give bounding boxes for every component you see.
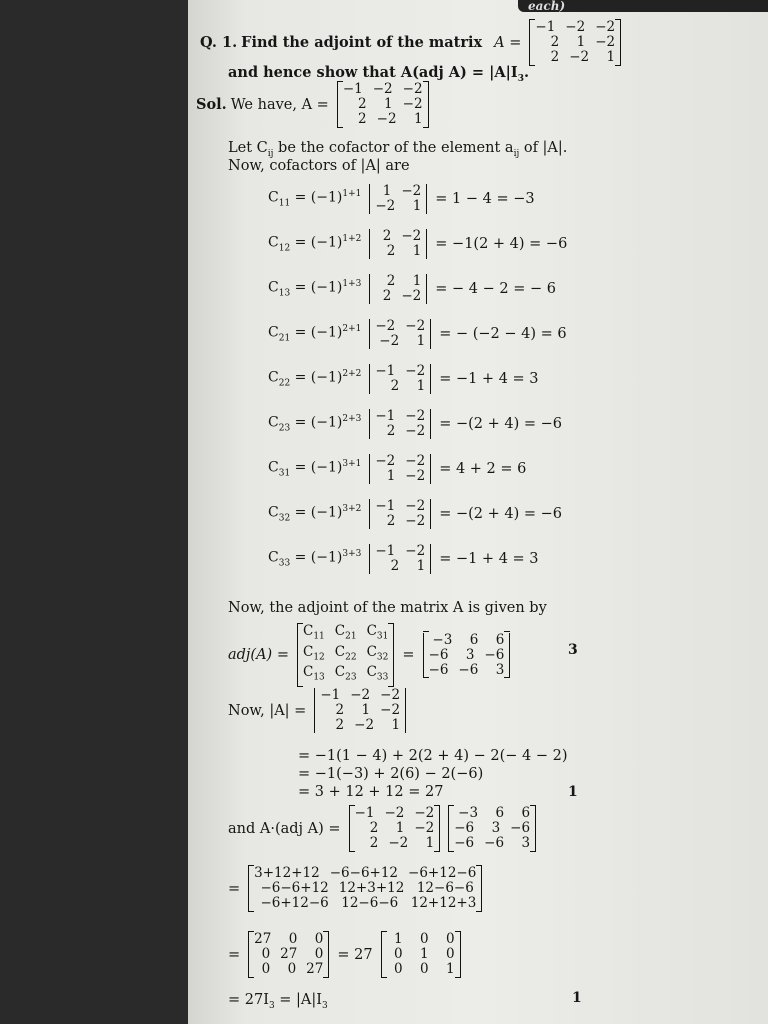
adjoint-equation — [228, 624, 514, 686]
matrix-cell: 1 — [412, 198, 422, 214]
cofactor-minor — [369, 544, 431, 574]
cofactor-lhs: $C_{32} = (-1)^{3+2}$ — [268, 504, 362, 524]
cofactor-lhs: $C_{11} = (-1)^{1+1}$ — [268, 189, 362, 209]
matrix-cell: 2 — [335, 702, 345, 718]
matrix-row — [254, 896, 476, 911]
matrix-row — [429, 648, 505, 663]
cofactor-line — [268, 229, 567, 259]
matrix-cell: 0 — [288, 931, 298, 947]
matrix-row — [254, 947, 323, 962]
solution-line — [196, 82, 433, 127]
product-lhs: and A·(adj A) = — [228, 820, 341, 837]
matrix-cell: −2 — [379, 333, 400, 349]
matrix-cell: $C_{21}$ — [334, 623, 357, 642]
matrix-cell: 0 — [445, 946, 455, 962]
cofactor-minor — [369, 319, 431, 349]
cofactor-minor — [369, 229, 427, 259]
matrix-row — [254, 866, 476, 881]
cofactor-lhs: $C_{31} = (-1)^{3+1}$ — [268, 459, 362, 479]
matrix-cell: 1 — [382, 183, 392, 199]
final-line — [228, 992, 328, 1011]
matrix-row — [454, 821, 530, 836]
question-end: . — [523, 64, 530, 81]
matrix-cell: −2 — [380, 687, 401, 703]
adjoint-lhs: adj(A) = — [228, 647, 289, 664]
question-line — [200, 20, 625, 65]
matrix-row — [375, 184, 421, 199]
matrix-cell: −1 — [375, 363, 396, 379]
matrix-cell: −1 — [354, 805, 375, 821]
solution-label: Sol. — [196, 96, 227, 113]
matrix-row — [343, 112, 423, 127]
matrix-row — [375, 454, 425, 469]
cofactor-result: = −(2 + 4) = −6 — [439, 416, 562, 432]
matrix-row — [254, 881, 476, 896]
matrix-cell: −2 — [405, 408, 426, 424]
product-matrix-a — [349, 806, 441, 851]
cofactor-lhs: $C_{21} = (-1)^{2+1}$ — [268, 324, 362, 344]
matrix-cell: −2 — [405, 498, 426, 514]
matrix-cell: 12−6−6 — [341, 895, 399, 911]
now-text: Now, cofactors of |A| are — [228, 158, 410, 174]
final-sub: 3 — [268, 1000, 275, 1011]
cofactor-minor — [369, 409, 431, 439]
matrix-cell: 1 — [416, 333, 426, 349]
cofactor-line — [268, 544, 539, 574]
marks-adjoint: 3 — [568, 642, 578, 658]
matrix-cell: −6 — [428, 661, 449, 678]
matrix-cell: $C_{22}$ — [334, 643, 357, 663]
determinant-lhs: Now, |A| = — [228, 702, 307, 719]
matrix-cell: $C_{33}$ — [366, 664, 389, 684]
matrix-cell: 2 — [550, 49, 560, 65]
det-step-2-text: = −1(−3) + 2(6) − 2(−6) — [298, 766, 484, 782]
matrix-row — [375, 379, 425, 394]
marks-determinant: 1 — [568, 784, 578, 800]
matrix-cell: −2 — [401, 288, 422, 304]
matrix-cell: 1 — [391, 717, 401, 733]
let-c: of |A|. — [519, 140, 568, 156]
matrix-cell: 3 — [495, 661, 505, 678]
matrix-cell: 0 — [445, 931, 455, 947]
let-b: be the cofactor of the element a — [273, 140, 514, 156]
cofactor-result: = −1 + 4 = 3 — [439, 551, 539, 567]
expanded-line — [228, 866, 486, 911]
cofactor-line — [268, 274, 556, 304]
cofactor-line — [268, 319, 567, 349]
matrix-cell: −6+12−6 — [260, 895, 329, 911]
product-line — [228, 806, 540, 851]
det-step-3-text: = 3 + 12 + 12 = 27 — [298, 784, 444, 800]
matrix-cell: $C_{32}$ — [366, 643, 389, 663]
matrix-cell: −2 — [350, 687, 371, 703]
matrix-cell: 2 — [386, 513, 396, 529]
matrix-row — [320, 688, 400, 703]
matrix-cell: −1 — [342, 81, 363, 97]
matrix-row — [535, 50, 615, 65]
matrix-cell: 2 — [386, 243, 396, 259]
result-factor: = 27 — [337, 946, 373, 963]
matrix-cell: 2 — [550, 34, 560, 50]
matrix-cell: 0 — [314, 946, 324, 962]
matrix-row — [343, 82, 423, 97]
matrix-row — [375, 364, 425, 379]
matrix-cell: −2 — [414, 805, 435, 821]
matrix-cell: 2 — [369, 820, 379, 836]
matrix-cell: 2 — [382, 288, 392, 304]
matrix-cell: 3+12+12 — [254, 865, 320, 881]
matrix-row — [375, 244, 421, 259]
matrix-cell: 1 — [445, 961, 455, 977]
matrix-cell: $C_{12}$ — [302, 643, 325, 663]
cofactor-lhs: $C_{33} = (-1)^{3+3}$ — [268, 549, 362, 569]
matrix-cell: −6 — [454, 835, 475, 851]
textbook-page — [188, 0, 768, 1024]
adjoint-intro — [228, 600, 547, 616]
let-a: Let C — [228, 140, 268, 156]
cofactor-result: = −1 + 4 = 3 — [439, 371, 539, 387]
matrix-cell: 0 — [393, 946, 403, 962]
matrix-cell: −3 — [458, 805, 479, 821]
matrix-cell: −2 — [405, 423, 426, 439]
matrix-cell: −2 — [595, 19, 616, 35]
let-line — [228, 140, 567, 159]
final-sub2: 3 — [322, 1000, 328, 1011]
matrix-cell: 6 — [469, 631, 479, 648]
matrix-cell: −2 — [401, 228, 422, 244]
matrix-cell: 1 — [419, 946, 429, 962]
matrix-row — [429, 663, 505, 678]
matrix-row — [387, 932, 455, 947]
matrix-cell: 2 — [335, 717, 345, 733]
matrix-cell: −2 — [375, 453, 396, 469]
cofactor-minor — [369, 364, 431, 394]
cofactor-minor — [369, 274, 427, 304]
question-text-2: and hence show that A(adj A) = |A|I — [228, 64, 518, 81]
matrix-name: A = — [494, 34, 522, 51]
matrix-cell: −6 — [484, 646, 505, 663]
matrix-cell: −1 — [535, 19, 556, 35]
matrix-cell: −2 — [405, 468, 426, 484]
matrix-cell: 2 — [382, 228, 392, 244]
matrix-cell: 1 — [395, 820, 405, 836]
cofactor-lhs: $C_{22} = (-1)^{2+2}$ — [268, 369, 362, 389]
matrix-cell: 3 — [521, 835, 531, 851]
matrix-cell: 2 — [369, 835, 379, 851]
matrix-row — [375, 544, 425, 559]
matrix-cell: $C_{31}$ — [366, 623, 389, 642]
cofactor-line — [268, 499, 562, 529]
determinant-matrix — [314, 688, 406, 733]
cofactor-minor — [369, 454, 431, 484]
determinant-line — [228, 688, 410, 733]
matrix-row — [355, 821, 435, 836]
matrix-cell: 1 — [416, 378, 426, 394]
matrix-cell: 6 — [521, 805, 531, 821]
matrix-cell: 2 — [358, 111, 367, 127]
cofactor-line — [268, 364, 539, 394]
matrix-row — [454, 806, 530, 821]
matrix-cell: −2 — [402, 81, 423, 97]
matrix-cell: 27 — [254, 931, 272, 947]
cofactor-lhs: $C_{13} = (-1)^{1+3}$ — [268, 279, 362, 299]
matrix-row — [375, 229, 421, 244]
adjoint-eq: = — [402, 647, 415, 664]
matrix-cell: −6 — [454, 820, 475, 836]
cofactor-line — [268, 184, 535, 214]
matrix-cell: 1 — [412, 243, 422, 259]
matrix-cell: −2 — [405, 513, 426, 529]
matrix-row — [254, 932, 323, 947]
matrix-cell: $C_{13}$ — [302, 664, 325, 684]
cofactor-line — [268, 409, 562, 439]
det-step-3 — [298, 784, 443, 800]
matrix-row — [375, 199, 421, 214]
adjoint-numeric-matrix — [423, 633, 511, 678]
matrix-cell: −2 — [405, 543, 426, 559]
det-step-1 — [298, 748, 567, 764]
det-step-1-text: = −1(1 − 4) + 2(2 + 4) − 2(− 4 − 2) — [298, 748, 568, 764]
cofactor-minor — [369, 184, 427, 214]
matrix-cell: 1 — [386, 468, 396, 484]
matrix-cell: 1 — [425, 835, 435, 851]
matrix-cell: $C_{23}$ — [334, 664, 357, 684]
matrix-row — [303, 665, 388, 686]
matrix-cell: 0 — [261, 946, 271, 962]
matrix-cell: 1 — [606, 49, 616, 65]
expanded-eq: = — [228, 880, 241, 897]
matrix-cell: 12+3+12 — [338, 880, 405, 896]
matrix-cell: 27 — [280, 946, 298, 962]
matrix-cell: −6−6+12 — [329, 865, 399, 881]
matrix-row — [429, 633, 505, 648]
we-have-text: We have, A = — [230, 96, 329, 113]
matrix-cell: 0 — [419, 931, 429, 947]
matrix-row — [320, 703, 400, 718]
matrix-row — [355, 836, 435, 851]
matrix-cell: 0 — [393, 961, 403, 977]
question-matrix — [529, 20, 621, 65]
cofactor-result: = − (−2 − 4) = 6 — [439, 326, 567, 342]
marks-final: 1 — [572, 990, 582, 1006]
matrix-row — [303, 645, 388, 666]
matrix-cell: −2 — [354, 717, 375, 733]
matrix-cell: 1 — [412, 273, 422, 289]
matrix-cell: −2 — [380, 702, 401, 718]
matrix-row — [454, 836, 530, 851]
matrix-cell: 27 — [306, 961, 324, 977]
matrix-cell: −3 — [432, 631, 453, 648]
matrix-cell: −6 — [458, 661, 479, 678]
identity-matrix — [381, 932, 461, 977]
matrix-cell: 2 — [358, 96, 367, 112]
cofactor-lhs: $C_{23} = (-1)^{2+3}$ — [268, 414, 362, 434]
matrix-cell: 12−6−6 — [416, 880, 474, 896]
cofactor-lhs: $C_{12} = (-1)^{1+2}$ — [268, 234, 362, 254]
matrix-cell: −1 — [375, 408, 396, 424]
matrix-cell: −2 — [414, 820, 435, 836]
matrix-cell: 2 — [386, 273, 396, 289]
matrix-row — [387, 947, 455, 962]
cofactor-result: = −1(2 + 4) = −6 — [435, 236, 568, 252]
result-matrix — [248, 932, 329, 977]
matrix-row — [254, 962, 323, 977]
matrix-row — [535, 35, 615, 50]
matrix-cell: −6 — [510, 820, 531, 836]
cofactor-result: = −(2 + 4) = −6 — [439, 506, 562, 522]
matrix-cell: −2 — [405, 363, 426, 379]
matrix-cell: −1 — [375, 543, 396, 559]
adjoint-intro-text: Now, the adjoint of the matrix A is given by — [228, 600, 547, 616]
result-line — [228, 932, 465, 977]
final-a: = 27I — [228, 992, 269, 1008]
cofactor-line — [268, 454, 526, 484]
cofactor-minor — [369, 499, 431, 529]
matrix-row — [375, 274, 421, 289]
det-step-2 — [298, 766, 483, 782]
question-label: Q. 1. — [200, 34, 238, 51]
matrix-cell: 12+12+3 — [410, 895, 477, 911]
matrix-cell: −2 — [388, 835, 409, 851]
matrix-cell: −6 — [428, 646, 449, 663]
matrix-cell: −2 — [372, 81, 393, 97]
page-header-strip: each) — [518, 0, 768, 12]
matrix-cell: −2 — [569, 49, 590, 65]
result-eq: = — [228, 946, 241, 963]
matrix-cell: 0 — [261, 961, 271, 977]
matrix-cell: 1 — [576, 34, 586, 50]
matrix-cell: −2 — [402, 96, 423, 112]
matrix-cell: 0 — [314, 931, 324, 947]
matrix-row — [375, 424, 425, 439]
matrix-row — [375, 334, 425, 349]
question-text: Find the adjoint of the matrix — [241, 34, 483, 51]
matrix-row — [375, 514, 425, 529]
matrix-row — [375, 319, 425, 334]
question-sub: 3 — [517, 73, 524, 84]
let-sub2: ij — [513, 148, 520, 159]
matrix-row — [387, 962, 455, 977]
now-line — [228, 158, 410, 174]
let-sub: ij — [267, 148, 274, 159]
matrix-cell: 0 — [287, 961, 297, 977]
matrix-cell: 1 — [393, 931, 403, 947]
cofactor-result: = 4 + 2 = 6 — [439, 461, 527, 477]
matrix-cell: 2 — [390, 558, 400, 574]
matrix-row — [303, 624, 388, 645]
matrix-cell: −2 — [595, 34, 616, 50]
matrix-cell: −1 — [320, 687, 341, 703]
matrix-row — [375, 469, 425, 484]
matrix-cell: 1 — [361, 702, 371, 718]
matrix-row — [375, 289, 421, 304]
cofactor-result: = − 4 − 2 = − 6 — [435, 281, 556, 297]
expanded-matrix — [248, 866, 482, 911]
adjoint-symbolic-matrix — [297, 624, 394, 686]
matrix-row — [375, 409, 425, 424]
matrix-cell: −2 — [401, 183, 422, 199]
matrix-cell: −6 — [484, 835, 505, 851]
matrix-cell: 2 — [390, 378, 400, 394]
matrix-cell: −2 — [405, 318, 426, 334]
matrix-row — [320, 718, 400, 733]
solution-matrix — [337, 82, 429, 127]
matrix-row — [343, 97, 423, 112]
matrix-cell: 3 — [491, 820, 501, 836]
matrix-cell: −6+12−6 — [408, 865, 477, 881]
matrix-cell: 6 — [495, 631, 505, 648]
matrix-cell: −2 — [405, 453, 426, 469]
matrix-cell: 0 — [419, 961, 429, 977]
matrix-cell: −2 — [565, 19, 586, 35]
matrix-row — [375, 499, 425, 514]
matrix-cell: −2 — [376, 111, 397, 127]
final-b: = |A|I — [274, 992, 323, 1008]
matrix-cell: 1 — [416, 558, 426, 574]
matrix-cell: −2 — [384, 805, 405, 821]
matrix-cell: 2 — [386, 423, 396, 439]
matrix-cell: −6−6+12 — [260, 880, 329, 896]
matrix-row — [355, 806, 435, 821]
matrix-cell: 6 — [495, 805, 505, 821]
matrix-cell: −1 — [375, 498, 396, 514]
matrix-cell: 1 — [384, 96, 393, 112]
matrix-cell: −2 — [375, 198, 396, 214]
matrix-cell: −2 — [375, 318, 396, 334]
product-matrix-adj — [448, 806, 536, 851]
matrix-row — [375, 559, 425, 574]
matrix-cell: 1 — [413, 111, 423, 127]
matrix-cell: $C_{11}$ — [302, 623, 325, 642]
cofactor-result: = 1 − 4 = −3 — [435, 191, 535, 207]
matrix-cell: 3 — [465, 646, 475, 663]
matrix-row — [535, 20, 615, 35]
